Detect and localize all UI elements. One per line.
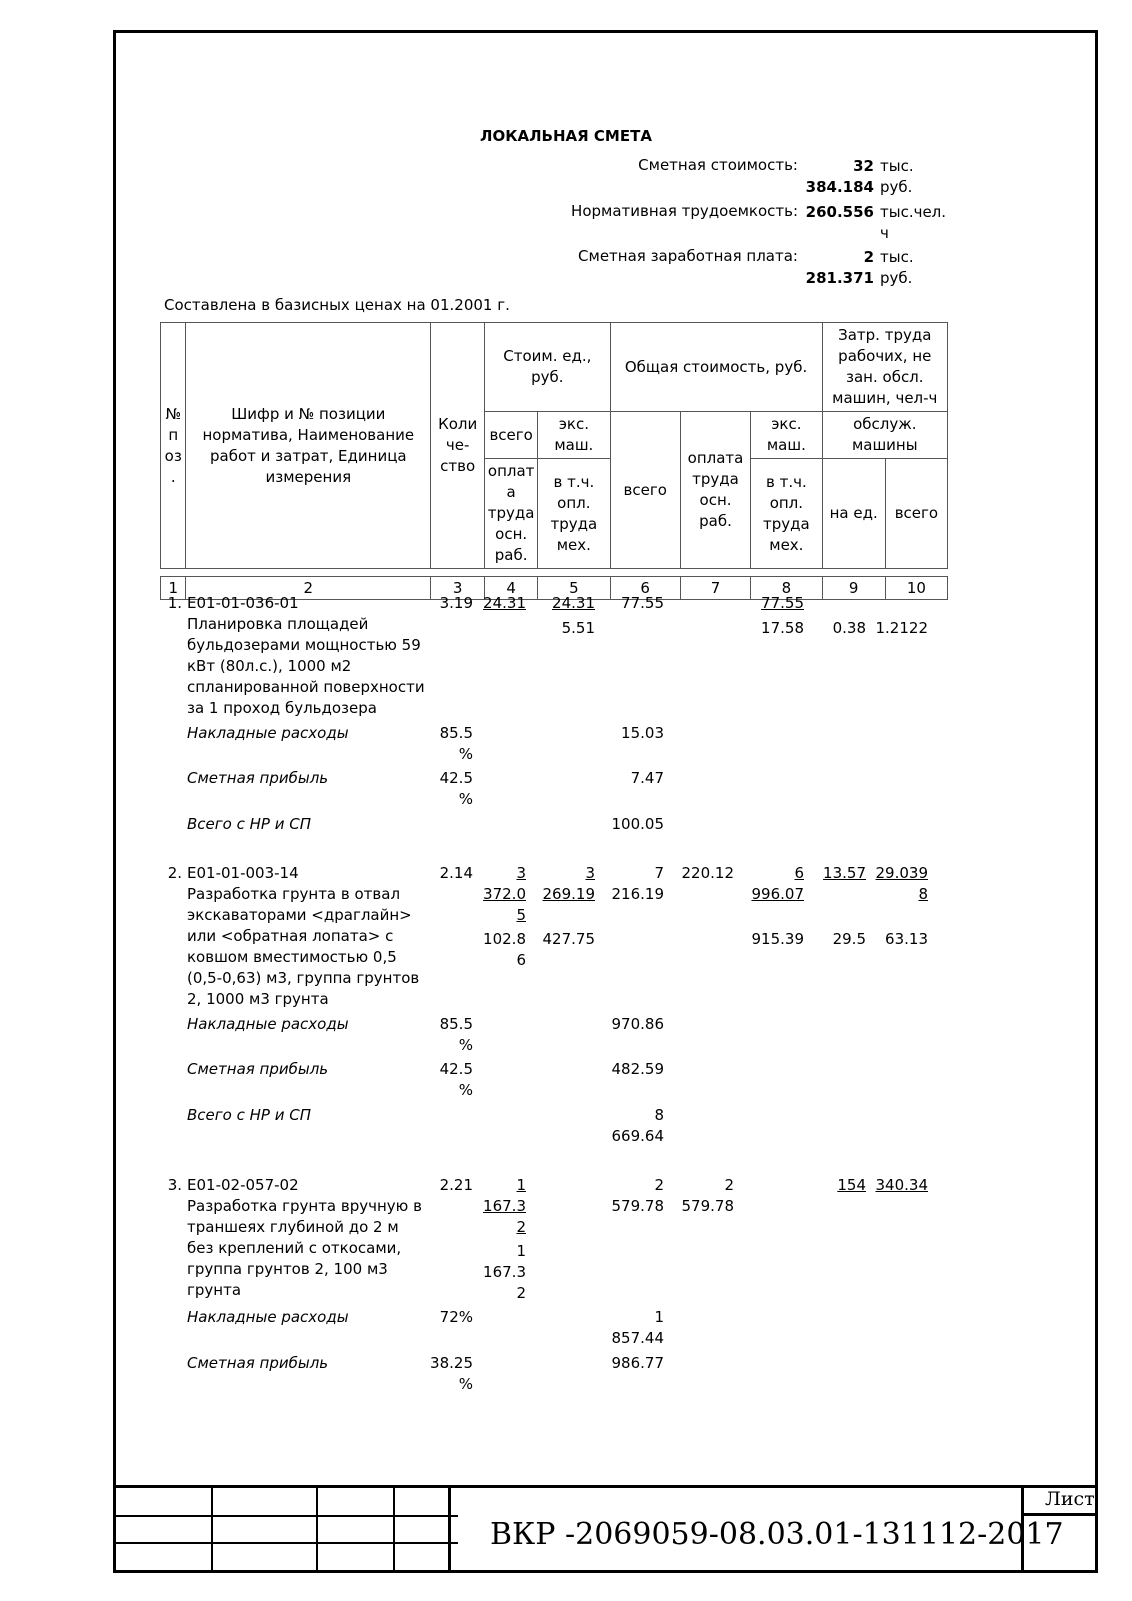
profit-label: Сметная прибыль	[187, 1060, 329, 1078]
item-code: Е01-02-057-02	[187, 1176, 299, 1194]
labor-unit-2: ч	[880, 224, 889, 242]
total-label: Всего с НР и СП	[187, 815, 311, 833]
item-unit-incl: 427.75	[542, 930, 595, 948]
header-unit-cost: Стоим. ед., руб.	[485, 323, 610, 412]
item-service-all: 340.34	[875, 1176, 928, 1194]
item-service-all: 8	[918, 885, 928, 903]
overhead-pct: 85.5	[439, 1015, 473, 1033]
profit-label: Сметная прибыль	[187, 1354, 329, 1372]
sheet-label: Лист	[1045, 1488, 1095, 1510]
header-name: Шифр и № позиции норматива, Наименование работ и затрат, Единица измерения	[186, 323, 431, 569]
item-qty: 3.19	[439, 594, 473, 612]
header-per-unit: на ед.	[822, 459, 885, 569]
labor-value: 260.556	[805, 203, 874, 221]
overhead-value: 1	[654, 1308, 664, 1326]
item-number: 1.	[167, 594, 182, 612]
item-desc-line: или <обратная лопата> с	[187, 927, 394, 945]
estimate-header-table	[160, 322, 948, 569]
stamp-top-line	[113, 1485, 1098, 1488]
item-unit-wage: 167.3	[483, 1263, 526, 1281]
profit-pct-sign: %	[458, 790, 473, 808]
item-total-all: 579.78	[611, 1197, 664, 1215]
item-desc-line: Разработка грунта в отвал	[187, 885, 401, 903]
overhead-label: Накладные расходы	[187, 1015, 349, 1033]
colnum: 5	[538, 577, 610, 600]
overhead-value: 970.86	[611, 1015, 664, 1033]
salary-unit-2: руб.	[880, 269, 913, 287]
item-desc-line: Разработка грунта вручную в	[187, 1197, 422, 1215]
item-desc-line: спланированной поверхности	[187, 678, 425, 696]
total-label: Всего с НР и СП	[187, 1106, 311, 1124]
colnum: 1	[161, 577, 186, 600]
item-total-all: 7	[654, 864, 664, 882]
item-total-incl: 915.39	[751, 930, 804, 948]
item-number: 3.	[167, 1176, 182, 1194]
profit-label: Сметная прибыль	[187, 769, 329, 787]
item-desc-line: Планировка площадей	[187, 615, 369, 633]
header-total-mach: экс. маш.	[751, 412, 822, 459]
colnum: 6	[610, 577, 680, 600]
based-on-text: Составлена в базисных ценах на 01.2001 г.	[164, 296, 510, 314]
cost-unit-2: руб.	[880, 178, 913, 196]
item-total-wage: 220.12	[681, 864, 734, 882]
item-qty: 2.21	[439, 1176, 473, 1194]
item-total-all: 216.19	[611, 885, 664, 903]
item-desc-line: траншеях глубиной до 2 м	[187, 1218, 399, 1236]
stamp-col-line	[448, 1485, 451, 1573]
item-service-unit: 0.38	[832, 619, 866, 637]
cost-value-1: 32	[853, 157, 874, 175]
item-service-all: 63.13	[885, 930, 928, 948]
item-unit-all: 2	[516, 1218, 526, 1236]
profit-value: 7.47	[630, 769, 664, 787]
item-total-mach: 77.55	[761, 594, 804, 612]
overhead-pct: 72%	[439, 1308, 473, 1326]
item-service-unit: 29.5	[832, 930, 866, 948]
stamp-col-line	[316, 1485, 318, 1573]
document-code: ВКР -2069059-08.03.01-131112-2017	[490, 1517, 1064, 1552]
header-unit-mach: экс. маш.	[538, 412, 610, 459]
item-unit-all: 24.31	[483, 594, 526, 612]
item-total-mach: 6	[794, 864, 804, 882]
overhead-pct-sign: %	[458, 745, 473, 763]
item-code: Е01-01-036-01	[187, 594, 299, 612]
total-value: 8	[654, 1106, 664, 1124]
header-unit-all: всего	[485, 412, 538, 459]
header-unit-incl: в т.ч. опл. труда мех.	[538, 459, 610, 569]
colnum: 8	[751, 577, 822, 600]
item-total-all: 77.55	[621, 594, 664, 612]
salary-label: Сметная заработная плата:	[578, 247, 798, 265]
profit-value: 482.59	[611, 1060, 664, 1078]
item-desc-line: бульдозерами мощностью 59	[187, 636, 421, 654]
item-unit-all: 5	[516, 906, 526, 924]
stamp-col-line	[393, 1485, 395, 1573]
cost-label: Сметная стоимость:	[638, 156, 798, 174]
item-service-unit: 13.57	[823, 864, 866, 882]
header-total-wage: оплата труда осн. раб.	[680, 412, 750, 569]
colnum: 3	[431, 577, 485, 600]
labor-unit-1: тыс.чел.	[880, 203, 947, 221]
item-total-all: 2	[654, 1176, 664, 1194]
labor-label: Нормативная трудоемкость:	[571, 202, 798, 220]
item-total-wage: 579.78	[681, 1197, 734, 1215]
profit-pct-sign: %	[458, 1081, 473, 1099]
item-service-all: 29.039	[875, 864, 928, 882]
colnum: 2	[186, 577, 431, 600]
item-unit-wage: 2	[516, 1284, 526, 1302]
header-unit-wage: оплат а труда осн. раб.	[485, 459, 538, 569]
item-unit-all: 3	[516, 864, 526, 882]
item-total-mach: 996.07	[751, 885, 804, 903]
item-service-unit: 154	[837, 1176, 866, 1194]
header-service: обслуж. машины	[822, 412, 947, 459]
salary-value-2: 281.371	[805, 269, 874, 287]
header-labor: Затр. труда рабочих, не зан. обсл. машин, чел-ч	[822, 323, 947, 412]
salary-unit-1: тыс.	[880, 248, 914, 266]
overhead-label: Накладные расходы	[187, 724, 349, 742]
total-value: 669.64	[611, 1127, 664, 1145]
item-unit-wage: 1	[516, 1242, 526, 1260]
item-service-all: 1.2122	[875, 619, 928, 637]
item-desc-line: за 1 проход бульдозера	[187, 699, 377, 717]
item-unit-all: 1	[516, 1176, 526, 1194]
colnum: 7	[680, 577, 750, 600]
cost-value-2: 384.184	[805, 178, 874, 196]
stamp-col-line	[211, 1485, 213, 1573]
profit-pct: 38.25	[430, 1354, 473, 1372]
item-unit-mach: 24.31	[552, 594, 595, 612]
cost-unit-1: тыс.	[880, 157, 914, 175]
colnum: 9	[822, 577, 885, 600]
item-desc-line: грунта	[187, 1281, 242, 1299]
profit-value: 986.77	[611, 1354, 664, 1372]
profit-pct: 42.5	[439, 769, 473, 787]
overhead-value: 857.44	[611, 1329, 664, 1347]
header-service-all: всего	[885, 459, 947, 569]
item-desc-line: группа грунтов 2, 100 м3	[187, 1260, 388, 1278]
profit-pct-sign: %	[458, 1375, 473, 1393]
header-pos: № п оз .	[161, 323, 186, 569]
overhead-pct-sign: %	[458, 1036, 473, 1054]
item-number: 2.	[167, 864, 182, 882]
profit-pct: 42.5	[439, 1060, 473, 1078]
item-unit-incl: 5.51	[561, 619, 595, 637]
overhead-pct: 85.5	[439, 724, 473, 742]
item-qty: 2.14	[439, 864, 473, 882]
item-total-incl: 17.58	[761, 619, 804, 637]
item-unit-all: 167.3	[483, 1197, 526, 1215]
item-unit-mach: 3	[585, 864, 595, 882]
item-unit-wage: 6	[516, 951, 526, 969]
item-unit-wage: 102.8	[483, 930, 526, 948]
header-qty: Коли че- ство	[431, 323, 485, 569]
salary-value-1: 2	[863, 248, 874, 266]
item-desc-line: (0,5-0,63) м3, группа грунтов	[187, 969, 420, 987]
item-desc-line: ковшом вместимостью 0,5	[187, 948, 397, 966]
overhead-value: 15.03	[621, 724, 664, 742]
header-total-incl: в т.ч. опл. труда мех.	[751, 459, 822, 569]
item-unit-all: 372.0	[483, 885, 526, 903]
item-desc-line: экскаваторами <драглайн>	[187, 906, 412, 924]
item-unit-mach: 269.19	[542, 885, 595, 903]
colnum: 4	[485, 577, 538, 600]
overhead-label: Накладные расходы	[187, 1308, 349, 1326]
stamp-row-line	[113, 1542, 458, 1544]
item-desc-line: кВт (80л.с.), 1000 м2	[187, 657, 352, 675]
item-desc-line: 2, 1000 м3 грунта	[187, 990, 329, 1008]
item-code: Е01-01-003-14	[187, 864, 299, 882]
stamp-sheet-line	[1021, 1513, 1098, 1516]
header-total-cost: Общая стоимость, руб.	[610, 323, 822, 412]
item-desc-line: без креплений с откосами,	[187, 1239, 402, 1257]
colnum: 10	[885, 577, 947, 600]
document-title: ЛОКАЛЬНАЯ СМЕТА	[480, 127, 652, 145]
stamp-row-line	[113, 1515, 458, 1517]
item-total-wage: 2	[724, 1176, 734, 1194]
total-value: 100.05	[611, 815, 664, 833]
header-total-all: всего	[610, 412, 680, 569]
